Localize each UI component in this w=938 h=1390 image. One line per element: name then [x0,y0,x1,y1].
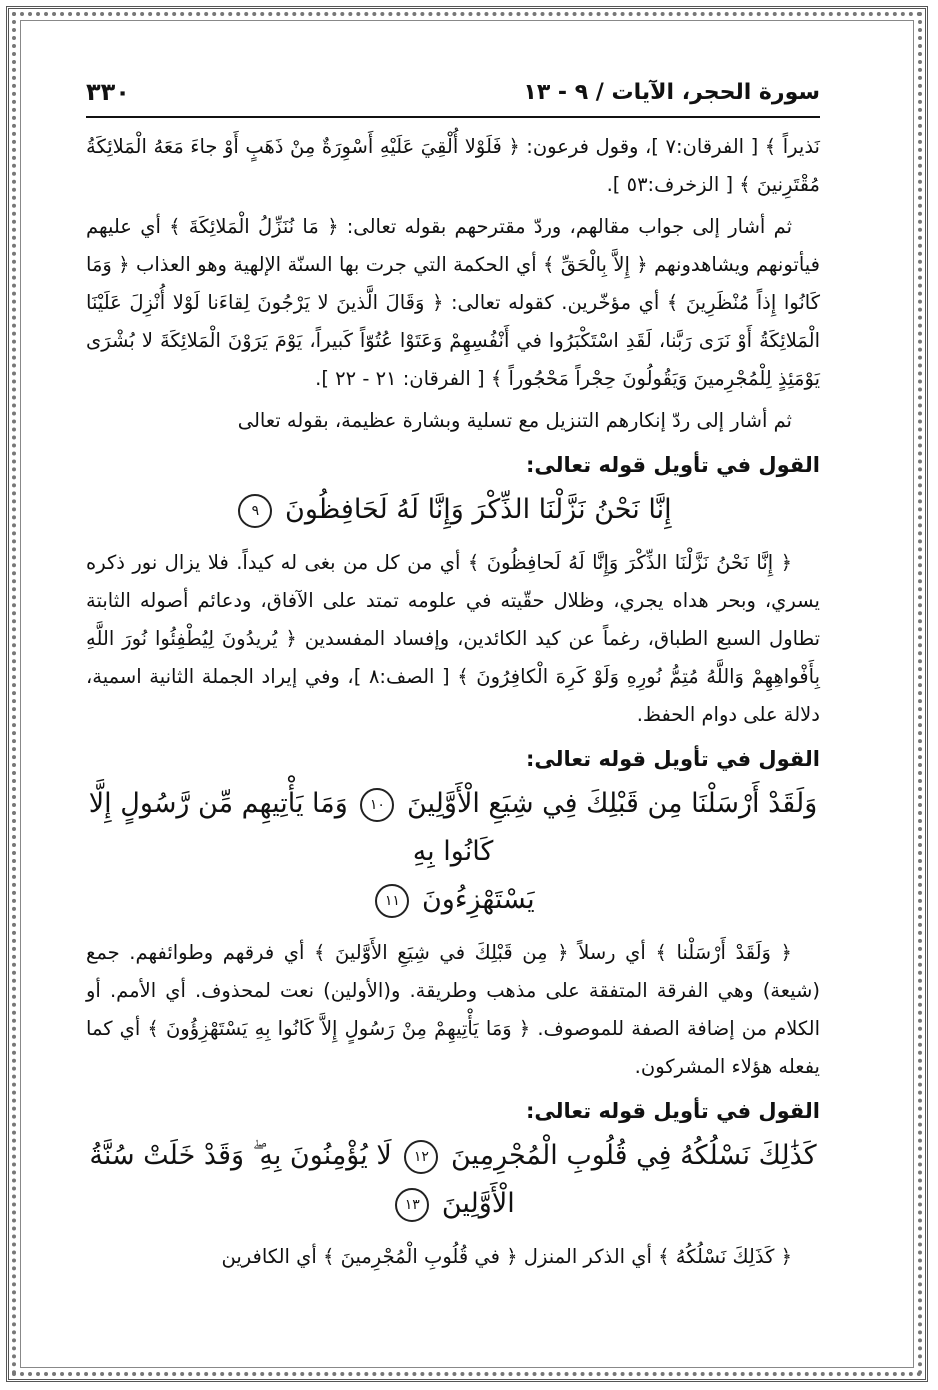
paragraph-1: نَذيراً ﴾ [ الفرقان:٧ ]، وقول فرعون: ﴿ فَلَوْلا أُلْقِيَ عَلَيْهِ أَسْوِرَةٌ مِنْ ذَهَبٍ أَوْ جاءَ مَعَهُ الْمَلائِكَةُ مُقْتَرِنينَ ﴾ [ الزخرف:٥٣ ]. [86,135,820,196]
paragraph-6: ﴿ كَذَلِكَ نَسْلُكُهُ ﴾ أي الذكر المنزل ﴿ في قُلُوبِ الْمُجْرِمينَ ﴾ أي الكافرين [221,1245,792,1268]
verse-11-text-a: وَمَا يَأْتِيهِم مِّن رَّسُولٍ إِلَّا كَانُوا بِهِ [88,788,494,867]
verse-9 [86,486,820,534]
book-page [86,68,820,1280]
verse-12-text: كَذَٰلِكَ نَسْلُكُهُ فِي قُلُوبِ الْمُجْرِمِينَ [450,1140,817,1171]
verse-9-text: إِنَّا نَحْنُ نَزَّلْنَا الذِّكْرَ وَإِنَّا لَهُ لَحَافِظُونَ [284,494,672,525]
paragraph-3: ثم أشار إلى ردّ إنكارهم التنزيل مع تسلية وبشارة عظيمة، بقوله تعالى [237,409,792,432]
verse-10-11 [86,780,820,924]
verse-11-text-b: يَسْتَهْزِءُونَ [421,884,535,915]
page-header [86,68,820,118]
paragraph-2: ثم أشار إلى جواب مقالهم، وردّ مقترحهم بقوله تعالى: ﴿ مَا نُنَزِّلُ الْمَلائِكَةَ ﴾ أي عليهم فيأتونهم ويشاهدونهم ﴿ إِلاَّ بِالْحَقِّ ﴾ أي الحكمة التي جرت بها السنّة الإلهية وهو العذاب ﴿ وَمَا كَانُوا إِذاً مُنْظَرِينَ ﴾ أي مؤخّرين. كقوله تعالى: ﴿ وَقَالَ الَّذينَ لا يَرْجُونَ لِقاءَنا لَوْلا أُنْزِلَ عَلَيْنَا الْمَلائِكَةُ أَوْ نَرَى رَبَّنا، لَقَدِ اسْتَكْبَرُوا في أَنْفُسِهِمْ وَعَتَوْا عُتُوّاً كَبيراً، يَوْمَ يَرَوْنَ الْمَلائِكَةَ لا بُشْرَى يَوْمَئِذٍ لِلْمُجْرِمينَ وَيَقُولُونَ حِجْراً مَحْجُوراً ﴾ [ الفرقان: ٢١ - ٢٢ ]. [86,215,820,390]
page-number: ٣٣٠ [86,78,130,106]
ayah-number-11: ١١ [375,884,409,918]
ayah-number-12: ١٢ [404,1140,438,1174]
page-body [86,128,820,1276]
ayah-number-10: ١٠ [360,788,394,822]
paragraph-4: ﴿ إِنَّا نَحْنُ نَزَّلْنَا الذِّكْرَ وَإِنَّا لَهُ لَحافِظُونَ ﴾ أي من كل من بغى له كيداً. فلا يزال نور ذكره يسري، وبحر هداه يجري، وظلال حقّيته في علومه تمتد على الآفاق، ودعائم أصوله الثابتة تطاول السبع الطباق، رغماً عن كيد الكائدين، وإفساد المفسدين ﴿ يُريدُونَ لِيُطْفِئُوا نُورَ اللَّهِ بِأَفْواهِهِمْ وَاللَّهُ مُتِمُّ نُورِهِ وَلَوْ كَرِهَ الْكافِرُونَ ﴾ [ الصف:٨ ]، وفي إيراد الجملة الثانية اسمية، دلالة على دوام الحفظ. [86,551,820,726]
section-heading-2: القول في تأويل قوله تعالى: [526,747,820,771]
verse-10-text: وَلَقَدْ أَرْسَلْنَا مِن قَبْلِكَ فِي شِيَعِ الْأَوَّلِينَ [406,788,818,819]
ayah-number-13: ١٣ [395,1188,429,1222]
section-heading-1: القول في تأويل قوله تعالى: [526,453,820,477]
ayah-number-9: ٩ [238,494,272,528]
surah-title: سورة الحجر، الآيات / ٩ - ١٣ [523,79,820,105]
paragraph-5: ﴿ وَلَقَدْ أَرْسَلْنا ﴾ أي رسلاً ﴿ مِن قَبْلِكَ في شِيَعِ الأَوَّلينَ ﴾ أي فرقهم وطوائفهم. جمع (شيعة) وهي الفرقة المتفقة على مذهب وطريقة. و(الأولين) نعت لمحذوف. أي الأمم. أو الكلام من إضافة الصفة للموصوف. ﴿ وَمَا يَأْتِيهِمْ مِنْ رَسُولٍ إِلاَّ كَانُوا بِهِ يَسْتَهْزِؤُونَ ﴾ أي كما يفعله هؤلاء المشركون. [86,941,820,1078]
verse-12-13 [86,1132,820,1228]
section-heading-3: القول في تأويل قوله تعالى: [526,1099,820,1123]
verse-13-text: لَا يُؤْمِنُونَ بِهِ ۖ وَقَدْ خَلَتْ سُنَّةُ الْأَوَّلِينَ [89,1140,515,1219]
